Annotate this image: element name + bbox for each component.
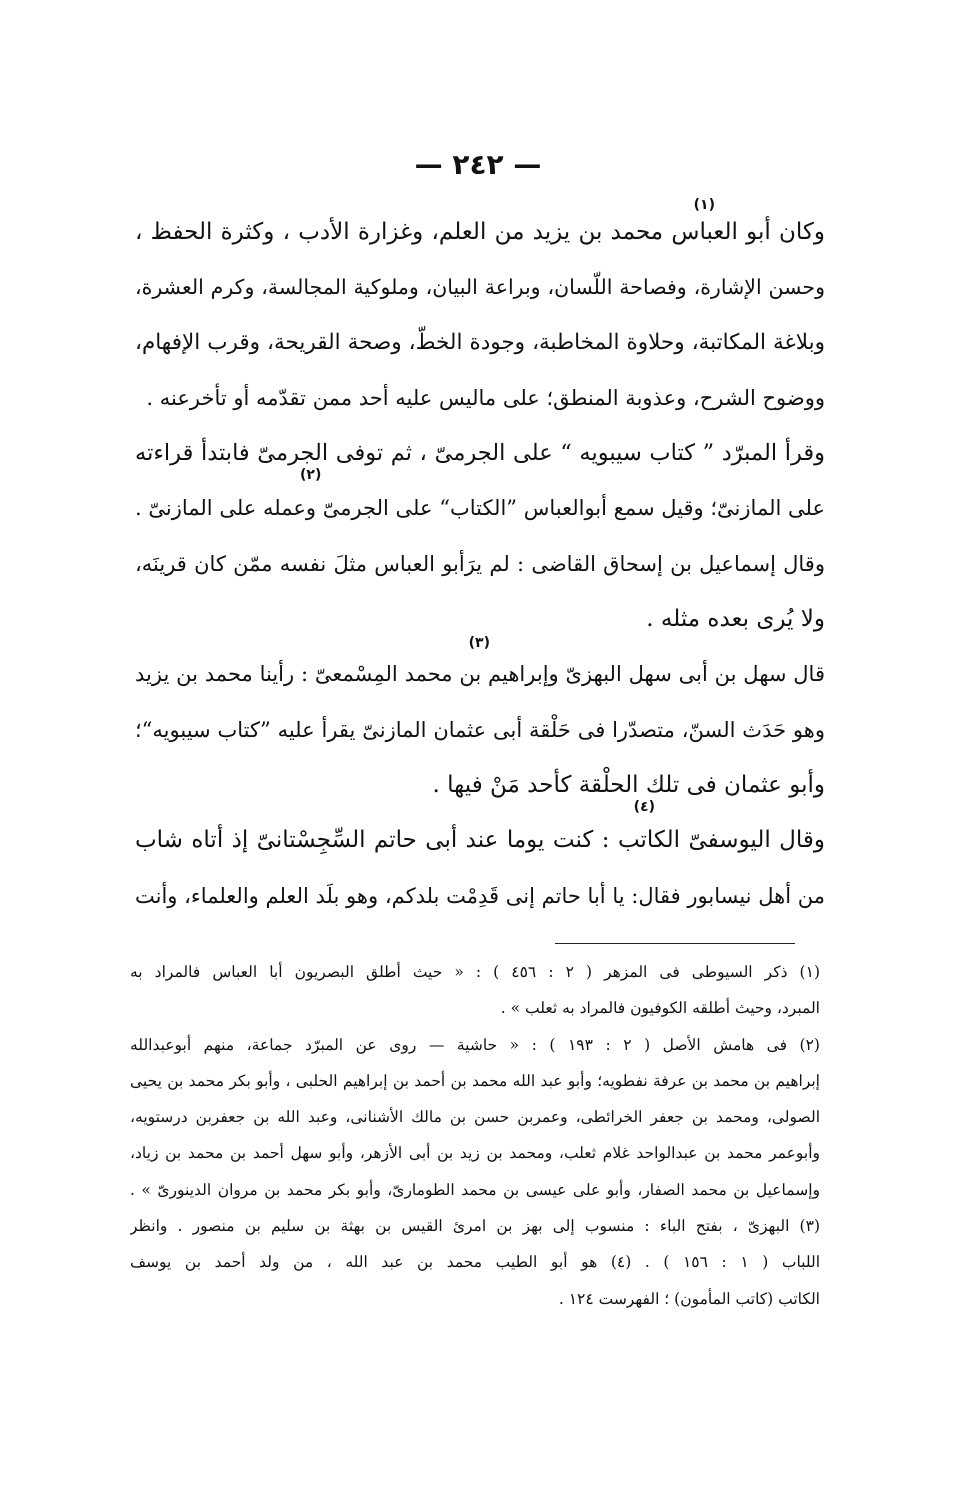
footnote-line-6: وأبوعمر محمد بن عبدالواحد غلام ثعلب، ومحمد بن زيد بن أبى الأزهر، وأبو سهل أحمد بن محمد بن زياد، — [130, 1144, 820, 1163]
main-text — [135, 197, 825, 919]
footnote-line-1: (١) ذكر السيوطى فى المزهر ( ٢ : ٤٥٦ ) : « حيث أطلق البصريون أبا العباس فالمراد به — [130, 963, 820, 981]
text-line-4: ووضوح الشرح، وعذوبة المنطق؛ على ماليس عليه أحد ممن تقدّمه أو تأخرعنه . — [146, 385, 825, 410]
footnote-ref-2: (٢) — [300, 467, 322, 484]
page-number: — ٢٤٢ — — [414, 148, 542, 181]
text-line-7: وقال إسماعيل بن إسحاق القاضى : لم يرَأبو العباس مثلَ نفسه ممّن كان قرينَه، — [135, 551, 825, 576]
footnote-line-8: (٣) البهزىّ ، بفتح الباء : منسوب إلى بهز بن امرئ القيس بن بهثة بن سليم بن منصور . وانظر — [130, 1217, 820, 1236]
footnotes — [130, 952, 820, 1315]
text-line-5: وقرأ المبرّد ” كتاب سيبويه “ على الجرمىّ ، ثم توفى الجرمىّ فابتدأ قراءته — [135, 440, 825, 467]
footnote-line-5: الصولى، ومحمد بن جعفر الخرائطى، وعمربن حسن بن مالك الأشنانى، وعبد الله بن جعفربن درستويه، — [130, 1108, 820, 1127]
text-line-11: وأبو عثمان فى تلك الحلْقة كأحد مَنْ فيها . — [432, 771, 825, 798]
text-line-10: وهو حَدَث السنّ، متصدّرا فى حَلْقة أبى عثمان المازنىّ يقرأ عليه ”كتاب سيبويه“؛ — [135, 717, 825, 742]
footnote-line-4: إبراهيم بن محمد بن عرفة نفطويه؛ وأبو عبد الله محمد بن أحمد بن إبراهيم الحلبى ، وأبو بكر محمد بن يحيى — [130, 1071, 820, 1090]
footnote-ref-1: (١) — [693, 197, 715, 213]
text-line-13: من أهل نيسابور فقال: يا أبا حاتم إنى قَدِمْت بلدكم، وهو بلَد العلم والعلماء، وأنت — [135, 883, 825, 908]
footnote-line-3: (٢) فى هامش الأصل ( ٢ : ١٩٣ ) : « حاشية — روى عن المبرّد جماعة، منهم أبوعبدالله — [130, 1035, 820, 1054]
text-line-2: وحسن الإشارة، وفصاحة اللّسان، وبراعة البيان، وملوكية المجالسة، وكرم العشرة، — [135, 275, 825, 300]
footnote-line-7: وإسماعيل بن محمد الصفار، وأبو على عيسى بن محمد الطومارىّ، وأبو بكر محمد بن مروان الدينورىّ » . — [130, 1180, 820, 1199]
footnote-ref-3: (٣) — [468, 635, 490, 652]
footnote-ref-4: (٤) — [633, 799, 655, 816]
footnote-line-10: الكاتب (كاتب المأمون) ؛ الفهرست ١٢٤ . — [558, 1289, 820, 1308]
text-line-12: (٤) وقال اليوسفىّ الكاتب : كنت يوما عند أبى حاتم السِّجِسْتانىّ إذ أتاه شاب — [135, 799, 825, 854]
text-line-1: (١) وكان أبو العباس محمد بن يزيد من العلم، وغزارة الأدب ، وكثرة الحفظ ، — [135, 197, 825, 245]
footnote-divider — [555, 943, 795, 944]
text-line-6: (٢) على المازنىّ؛ وقيل سمع أبوالعباس ”الكتاب“ على الجرمىّ وعمله على المازنىّ . — [135, 467, 825, 521]
footnote-line-9: اللباب ( ١ : ١٥٦ ) . (٤) هو أبو الطيب محمد بن عبد الله ، من ولد أحمد بن يوسف — [130, 1253, 820, 1272]
text-line-8: ولا يُرى بعده مثله . — [646, 606, 825, 633]
text-line-3: وبلاغة المكاتبة، وحلاوة المخاطبة، وجودة الخطّ، وصحة القريحة، وقرب الإفهام، — [135, 329, 825, 355]
text-line-9: (٣) قال سهل بن أبى سهل البهزىّ وإبراهيم بن محمد المِسْمعىّ : رأينا محمد بن يزيد — [135, 635, 825, 687]
footnote-line-2: المبرد، وحيث أطلقه الكوفيون فالمراد به ثعلب » . — [500, 999, 820, 1018]
